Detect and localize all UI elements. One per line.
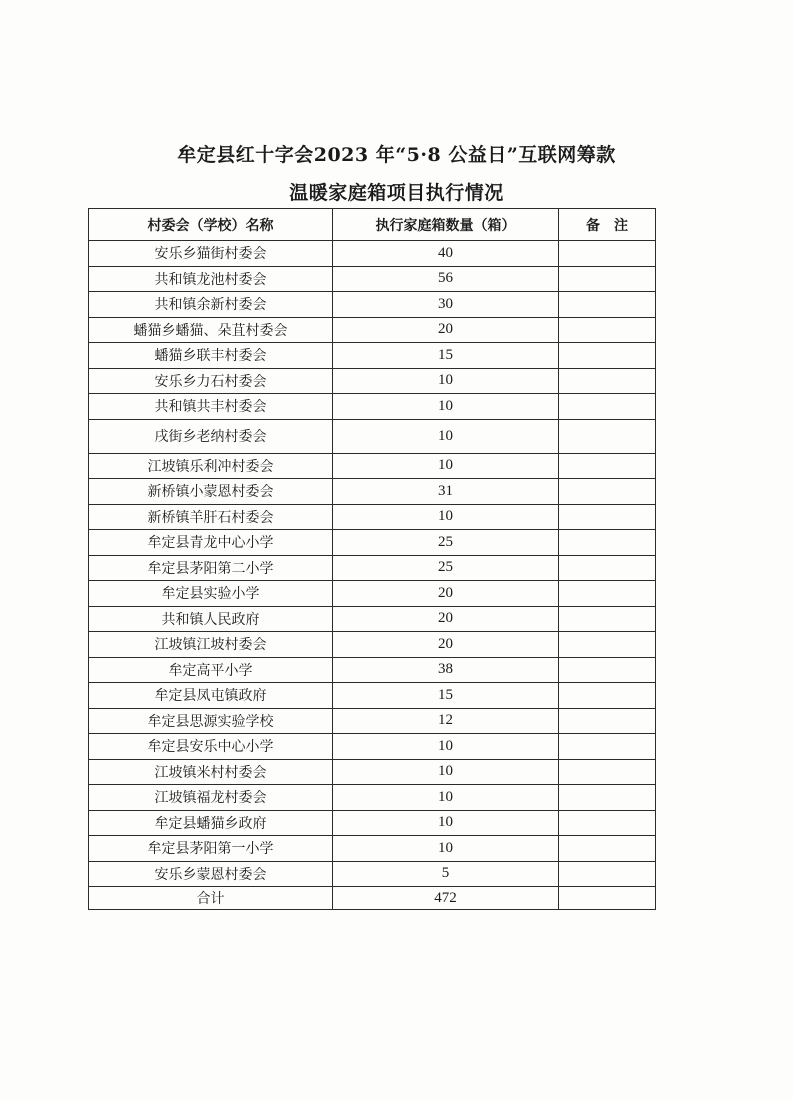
row-note bbox=[559, 785, 656, 811]
row-note bbox=[559, 343, 656, 369]
table-row bbox=[89, 266, 656, 292]
table-row bbox=[89, 479, 656, 505]
row-note bbox=[559, 708, 656, 734]
row-quantity: 10 bbox=[333, 734, 559, 760]
row-quantity: 15 bbox=[333, 683, 559, 709]
table-header bbox=[89, 209, 656, 241]
table-row bbox=[89, 241, 656, 267]
row-note bbox=[559, 759, 656, 785]
table-row bbox=[89, 394, 656, 420]
table-row bbox=[89, 810, 656, 836]
row-quantity: 25 bbox=[333, 555, 559, 581]
row-name: 江坡镇米村村委会 bbox=[89, 759, 333, 785]
row-note bbox=[559, 530, 656, 556]
row-name: 新桥镇羊肝石村委会 bbox=[89, 504, 333, 530]
row-name: 牟定县青龙中心小学 bbox=[89, 530, 333, 556]
row-note bbox=[559, 606, 656, 632]
header-quantity: 执行家庭箱数量（箱） bbox=[333, 209, 559, 241]
table-row bbox=[89, 683, 656, 709]
row-quantity: 10 bbox=[333, 810, 559, 836]
row-name: 安乐乡蒙恩村委会 bbox=[89, 861, 333, 887]
row-name: 牟定高平小学 bbox=[89, 657, 333, 683]
row-note bbox=[559, 734, 656, 760]
row-note bbox=[559, 836, 656, 862]
row-name: 牟定县实验小学 bbox=[89, 581, 333, 607]
row-note bbox=[559, 683, 656, 709]
row-name: 牟定县思源实验学校 bbox=[89, 708, 333, 734]
row-note bbox=[559, 504, 656, 530]
row-quantity: 56 bbox=[333, 266, 559, 292]
row-quantity: 31 bbox=[333, 479, 559, 505]
table-row bbox=[89, 419, 656, 453]
row-name: 牟定县凤屯镇政府 bbox=[89, 683, 333, 709]
total-quantity: 472 bbox=[333, 887, 559, 910]
table-row bbox=[89, 606, 656, 632]
row-quantity: 10 bbox=[333, 785, 559, 811]
table-body bbox=[89, 241, 656, 910]
table-row bbox=[89, 317, 656, 343]
row-quantity: 10 bbox=[333, 394, 559, 420]
row-note bbox=[559, 479, 656, 505]
row-quantity: 20 bbox=[333, 632, 559, 658]
row-quantity: 10 bbox=[333, 504, 559, 530]
row-note bbox=[559, 394, 656, 420]
row-note bbox=[559, 292, 656, 318]
table-row bbox=[89, 657, 656, 683]
row-note bbox=[559, 453, 656, 479]
row-name: 新桥镇小蒙恩村委会 bbox=[89, 479, 333, 505]
header-name: 村委会（学校）名称 bbox=[89, 209, 333, 241]
row-name: 蟠猫乡蟠猫、朵苴村委会 bbox=[89, 317, 333, 343]
row-note bbox=[559, 810, 656, 836]
row-name: 牟定县茅阳第二小学 bbox=[89, 555, 333, 581]
row-quantity: 10 bbox=[333, 368, 559, 394]
row-quantity: 38 bbox=[333, 657, 559, 683]
table-row bbox=[89, 708, 656, 734]
row-name: 牟定县蟠猫乡政府 bbox=[89, 810, 333, 836]
table-row bbox=[89, 530, 656, 556]
table-row bbox=[89, 453, 656, 479]
row-name: 安乐乡力石村委会 bbox=[89, 368, 333, 394]
table-row bbox=[89, 343, 656, 369]
total-note bbox=[559, 887, 656, 910]
execution-table bbox=[88, 208, 656, 910]
total-row bbox=[89, 887, 656, 910]
row-note bbox=[559, 266, 656, 292]
row-name: 江坡镇福龙村委会 bbox=[89, 785, 333, 811]
table-row bbox=[89, 632, 656, 658]
table-row bbox=[89, 734, 656, 760]
row-quantity: 40 bbox=[333, 241, 559, 267]
row-note bbox=[559, 368, 656, 394]
row-quantity: 20 bbox=[333, 581, 559, 607]
row-quantity: 5 bbox=[333, 861, 559, 887]
row-quantity: 20 bbox=[333, 317, 559, 343]
row-name: 共和镇龙池村委会 bbox=[89, 266, 333, 292]
row-quantity: 10 bbox=[333, 759, 559, 785]
document-title: 牟定县红十字会2023 年“5·8 公益日”互联网筹款 bbox=[177, 144, 616, 166]
row-name: 共和镇人民政府 bbox=[89, 606, 333, 632]
row-name: 牟定县茅阳第一小学 bbox=[89, 836, 333, 862]
table-row bbox=[89, 292, 656, 318]
row-note bbox=[559, 657, 656, 683]
row-name: 江坡镇江坡村委会 bbox=[89, 632, 333, 658]
row-name: 蟠猫乡联丰村委会 bbox=[89, 343, 333, 369]
row-name: 戌街乡老纳村委会 bbox=[89, 419, 333, 453]
row-quantity: 15 bbox=[333, 343, 559, 369]
row-quantity: 30 bbox=[333, 292, 559, 318]
row-note bbox=[559, 241, 656, 267]
table-row bbox=[89, 785, 656, 811]
row-note bbox=[559, 861, 656, 887]
row-note bbox=[559, 419, 656, 453]
row-quantity: 10 bbox=[333, 453, 559, 479]
table-row bbox=[89, 836, 656, 862]
row-note bbox=[559, 632, 656, 658]
row-name: 安乐乡猫街村委会 bbox=[89, 241, 333, 267]
table-row bbox=[89, 861, 656, 887]
row-quantity: 20 bbox=[333, 606, 559, 632]
table-row bbox=[89, 581, 656, 607]
row-name: 江坡镇乐利冲村委会 bbox=[89, 453, 333, 479]
row-note bbox=[559, 555, 656, 581]
row-note bbox=[559, 317, 656, 343]
row-quantity: 10 bbox=[333, 836, 559, 862]
header-row bbox=[89, 209, 656, 241]
row-note bbox=[559, 581, 656, 607]
row-quantity: 10 bbox=[333, 419, 559, 453]
table-row bbox=[89, 759, 656, 785]
table-row bbox=[89, 368, 656, 394]
table-row bbox=[89, 555, 656, 581]
document-subtitle: 温暖家庭箱项目执行情况 bbox=[289, 182, 504, 204]
table-row bbox=[89, 504, 656, 530]
row-name: 共和镇余新村委会 bbox=[89, 292, 333, 318]
total-label: 合计 bbox=[89, 887, 333, 910]
header-note: 备 注 bbox=[559, 209, 656, 241]
row-name: 牟定县安乐中心小学 bbox=[89, 734, 333, 760]
row-quantity: 25 bbox=[333, 530, 559, 556]
row-quantity: 12 bbox=[333, 708, 559, 734]
row-name: 共和镇共丰村委会 bbox=[89, 394, 333, 420]
